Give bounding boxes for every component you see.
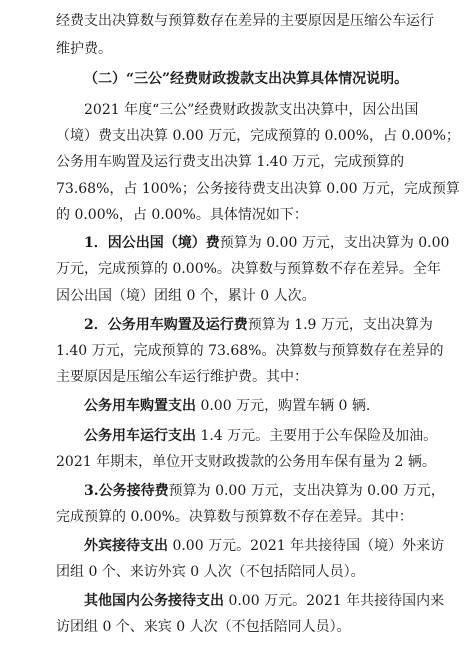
- paragraph-line: 2021 年期末，单位开支财政拨款的公务用车保有量为 2 辆。: [56, 454, 436, 470]
- item-heading: 其他国内公务接待支出: [84, 593, 224, 609]
- item-line: [84, 592, 445, 610]
- item-text: 1.4 万元。主要用于公车保险及加油。: [196, 428, 438, 444]
- item-heading: 2．公务用车购置及运行费: [84, 317, 248, 333]
- item-line: [84, 427, 438, 445]
- item-heading: 3.公务接待费: [84, 483, 169, 499]
- paragraph-line: 公务用车购置及运行费支出决算 1.40 万元，完成预算的: [56, 154, 405, 170]
- paragraph-line: 维护费。: [56, 41, 112, 57]
- item-line: [84, 397, 420, 415]
- item-line: [84, 482, 445, 500]
- item-heading: 公务用车购置支出: [84, 398, 196, 414]
- item-text: 0.00 万元。2021 年共接待国内来: [224, 593, 445, 609]
- section-heading: （二）“三公”经费财政拨款支出决算具体情况说明。: [84, 71, 409, 87]
- item-line: [84, 537, 445, 555]
- item-heading: 1．因公出国（境）费: [84, 235, 220, 251]
- paragraph-line: 的 0.00%，占 0.00%。具体情况如下：: [56, 207, 308, 223]
- paragraph-line: 因公出国（境）团组 0 个，累计 0 人次。: [56, 288, 316, 304]
- item-heading: 公务用车运行支出: [84, 428, 196, 444]
- paragraph-line: 经费支出决算数与预算数存在差异的主要原因是压缩公车运行: [56, 13, 434, 29]
- item-heading: 外宾接待支出: [84, 538, 168, 554]
- item-text: 预算为 0.00 万元，支出决算为 0.00 万元，: [168, 483, 445, 499]
- item-text: 预算为 1.9 万元，支出决算为: [247, 317, 433, 333]
- paragraph-line: 访团组 0 个、来宾 0 人次（不包括陪同人员）。: [56, 619, 351, 635]
- item-text: 预算为 0.00 万元，支出决算为 0.00: [219, 235, 450, 251]
- paragraph-line: 主要原因是压缩公车运行维护费。其中：: [56, 369, 308, 385]
- item-line: [84, 316, 433, 334]
- item-line: [84, 234, 450, 252]
- paragraph-line: 完成预算的 0.00%。决算数与预算数不存在差异。其中：: [56, 509, 413, 525]
- paragraph-line: （境）费支出决算 0.00 万元，完成预算的 0.00%，占 0.00%；: [56, 128, 460, 144]
- paragraph-line: 73.68%，占 100%；公务接待费支出决算 0.00 万元，完成预算: [56, 181, 460, 197]
- item-text: 0.00 万元，购置车辆 0 辆.: [196, 398, 371, 414]
- paragraph-line: 1.40 万元，完成预算的 73.68%。决算数与预算数存在差异的: [56, 343, 444, 359]
- paragraph-line: 2021 年度“三公”经费财政拨款支出决算中，因公出国: [84, 102, 419, 118]
- paragraph-line: 万元，完成预算的 0.00%。决算数与预算数不存在差异。全年: [56, 261, 441, 277]
- paragraph-line: 团组 0 个、来访外宾 0 人次（不包括陪同人员）。: [56, 564, 365, 580]
- item-text: 0.00 万元。2021 年共接待国（境）外来访: [168, 538, 445, 554]
